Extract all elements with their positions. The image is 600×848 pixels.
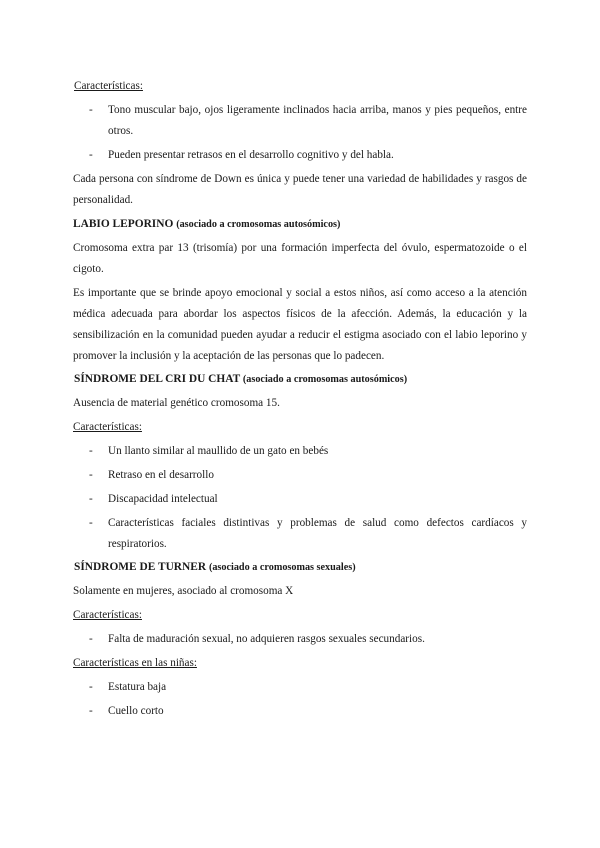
- section-heading-turner: SÍNDROME DE TURNER (asociado a cromosomas sexuales): [74, 561, 356, 573]
- section-label-caracteristicas-ninas: Características en las niñas:: [73, 657, 197, 669]
- section-heading-labio-leporino: LABIO LEPORINO (asociado a cromosomas autosómicos): [73, 218, 341, 230]
- paragraph: Ausencia de material genético cromosoma 15.: [73, 397, 280, 409]
- paragraph: Solamente en mujeres, asociado al cromosoma X: [73, 585, 294, 597]
- list-item: - Pueden presentar retrasos en el desarrollo cognitivo y del habla.: [89, 149, 394, 161]
- characteristics-list: [73, 100, 527, 166]
- list-item: - Características faciales distintivas y problemas de salud como defectos cardíacos y respiratorios.: [89, 517, 527, 550]
- paragraph: Es importante que se brinde apoyo emocional y social a estos niños, así como acceso a la atención médica adecuada para abordar los aspectos físicos de la afección. Además, la educación y la sensibilización en la comunidad pueden ayudar a reducir el estigma asociado con el labio leporino y promover la inclusión y la aceptación de las personas que lo padecen.: [73, 287, 527, 362]
- characteristics-list: [73, 441, 527, 555]
- list-item: - Falta de maduración sexual, no adquieren rasgos sexuales secundarios.: [89, 633, 425, 645]
- characteristics-list: [73, 629, 527, 650]
- section-label-caracteristicas: Características:: [74, 80, 143, 92]
- section-label-caracteristicas: Características:: [73, 421, 142, 433]
- list-item: - Un llanto similar al maullido de un gato en bebés: [89, 445, 329, 457]
- list-item: - Estatura baja: [89, 681, 167, 693]
- paragraph: Cada persona con síndrome de Down es única y puede tener una variedad de habilidades y rasgos de personalidad.: [73, 173, 527, 206]
- section-heading-cri-du-chat: SÍNDROME DEL CRI DU CHAT (asociado a cromosomas autosómicos): [74, 373, 408, 385]
- section-label-caracteristicas: Características:: [73, 609, 142, 621]
- list-item: - Cuello corto: [89, 705, 164, 717]
- list-item: - Tono muscular bajo, ojos ligeramente inclinados hacia arriba, manos y pies pequeños, entre otros.: [89, 104, 527, 137]
- paragraph: Cromosoma extra par 13 (trisomía) por una formación imperfecta del óvulo, espermatozoide o el cigoto.: [73, 242, 527, 275]
- characteristics-list-ninas: [73, 677, 527, 722]
- document-page: [73, 76, 527, 722]
- list-item: - Retraso en el desarrollo: [89, 469, 214, 481]
- list-item: - Discapacidad intelectual: [89, 493, 218, 505]
